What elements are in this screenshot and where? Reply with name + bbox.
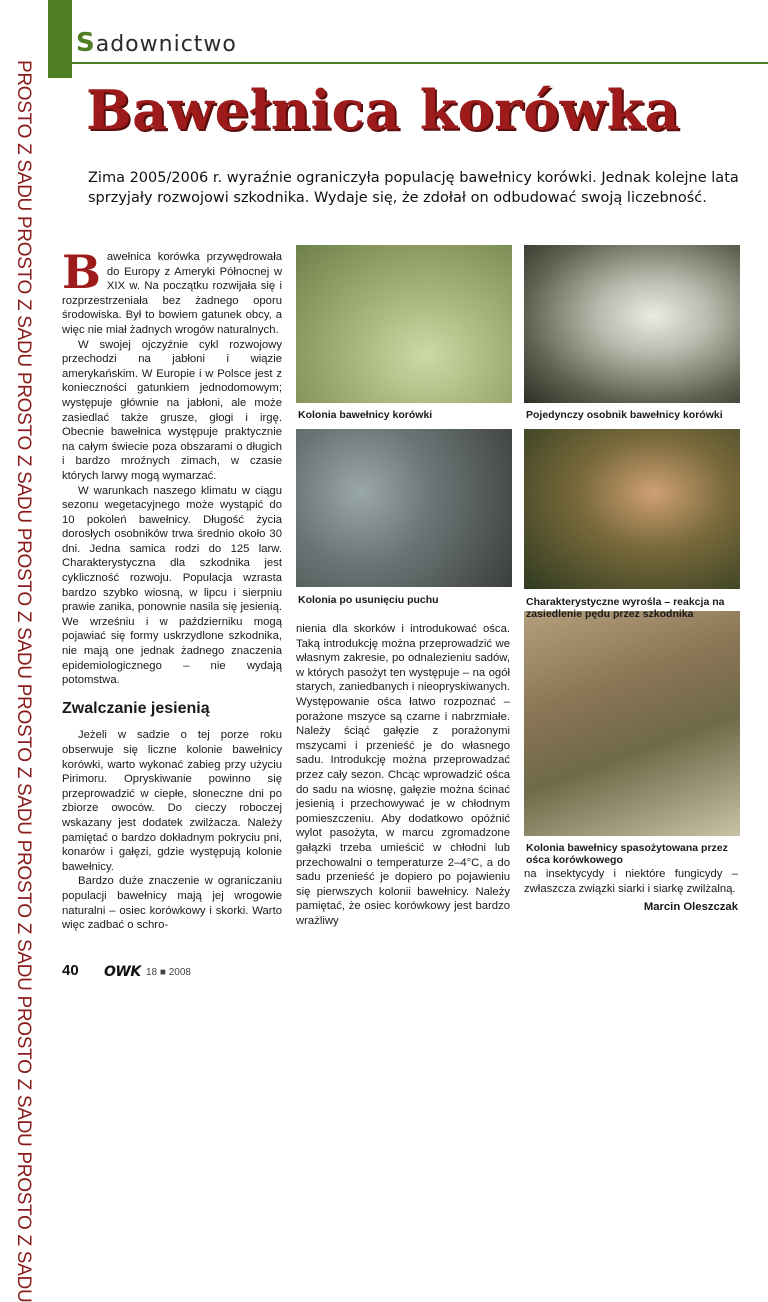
photo-parasitized-colony [524,611,740,836]
caption-colony: Kolonia bawełnicy korówki [298,409,433,421]
caption-colony-without-fluff: Kolonia po usunięciu puchu [298,594,439,606]
photo-single-aphid [524,245,740,403]
paragraph-3: W warunkach naszego klimatu w ciągu sezonu wegetacyjnego może wystąpić do 10 pokoleń bawełnicy. Długość życia dorosłych osobników trwa średnio około 30 dni. Jedna samica rodzi do 125 larw. Charakterystyczna dla szkodnika jest cykliczność rozwoju. Populacja wzrasta bardzo szybko wiosną, w lipcu i sierpniu prawie zanika, ponownie nasila się jesienią. We wrześniu i w październiku mogą pojawiać się formy uskrzydlone szkodnika, nie mają one jednak żadnego znaczenia epidemiologicznego – nie wydają potomstwa. [62,484,282,687]
drop-cap: B [62,245,101,299]
section-label-initial: S [76,28,96,58]
text-column-3 [524,867,738,915]
issue-info: 18 ■ 2008 [146,967,191,978]
caption-parasitized-colony: Kolonia bawełnicy spasożytowana przez ośca korówkowego [526,842,728,866]
section-corner-block [48,0,72,78]
paragraph-2: W swojej ojczyźnie cykl rozwojowy przechodzi na jabłoni i wiązie amerykańskim. W Europie i w Polsce jest z konieczności gatunkiem jednodomowym; występuje głównie na jabłoni, ale może zasiedlać także grusze, głogi i irgę. Obecnie bawełnica występuje praktycznie na całym świecie poza obszarami o długich i bardzo mroźnych zimach, w czasie których larwy mogą wymarzać. [62,338,282,482]
section-label-rest: adownictwo [95,32,237,57]
article-lead: Zima 2005/2006 r. wyraźnie ograniczyła populację bawełnicy korówki. Jednak kolejne lata sprzyjały rozwojowi szkodnika. Wydaje się, że zdołał on odbudować swoją liczebność. [88,170,739,206]
paragraph-4: Jeżeli w sadzie o tej porze roku obserwuje się liczne kolonie bawełnicy korówki, warto wykonać zabieg przy użyciu Pirimoru. Opryskiwanie powinno się przeprowadzić w ciepłe, słoneczne dni po zbiorze owoców. Do cieczy roboczej wskazany jest dodatek zwilżacza. Należy pamiętać o bardzo dokładnym pokryciu pni, konarów i gałęzi, gdzie występują kolonie bawełnicy. [62,729,282,873]
text-column-1 [62,245,282,933]
author-name: Marcin Oleszczak [643,901,738,914]
article-title: Bawełnica korówka [86,78,680,142]
caption-galls: Charakterystyczne wyrośla – reakcja na zasiedlenie pędu przez szkodnika [526,596,725,620]
magazine-logo: OWK [104,964,141,980]
section-heading: Zwalczanie jesienią [62,699,210,717]
section-rule [72,62,768,64]
photo-colony-without-fluff [296,429,512,587]
side-strip [0,0,48,1302]
side-strip-text: PROSTO Z SADU PROSTO Z SADU PROSTO Z SADU PROSTO Z SADU PROSTO Z SADU PROSTO Z SADU PROSTO Z SADU PROSTO Z SADU [13,60,34,1302]
paragraph-col3: na insektycydy i niektóre fungicydy – zwłaszcza związki siarki i siarkę zwilżalną. [524,868,738,895]
text-column-2 [296,622,510,928]
section-label [76,28,237,58]
paragraph-col2: nienia dla skorków i introdukować ośca. Taką introdukcję można przeprowadzić we własnym zakresie, po odnalezieniu sadów, w których pasożyt ten występuje – na ogół starych, zaniedbanych i nieopryskiwanych. Występowanie ośca łatwo rozpoznać – porażone mszyce są czarne i nabrzmiałe. Należy ściąć gałęzie z porażonymi mszycami i przenieść je do własnego sadu. Introdukcję można przeprowadzać przez cały sezon. Chcąc wprowadzić ośca do sadu na wiosnę, gałęzie można ścinać jesienią i przechowywać je w chłodnym pomieszczeniu. Aby dodatkowo opóźnić wylot pasożyta, w marcu zgromadzone gałązki trzeba umieścić w chłodni lub przechowalni o temperaturze 2–4°C, a do sadu przenieść je dopiero po pojawieniu się pierwszych kolonii bawełnicy. Należy pamiętać, że osiec korówkowy jest bardzo wrażliwy [296,623,510,927]
paragraph-5: Bardzo duże znaczenie w ograniczaniu populacji bawełnicy mają jej wrogowie naturalni – osiec korówkowy i skorki. Warto więc zadbać o schro- [62,875,282,932]
page-number: 40 [62,962,79,979]
paragraph-1: awełnica korówka przywędrowała do Europy z Ameryki Północnej w XIX w. Na początku rozwijała się i rozprzestrzeniała bez żadnego oporu środowiska. Był to bowiem gatunek obcy, a więc nie miał żadnych wrogów naturalnych. [62,251,282,336]
photo-colony [296,245,512,403]
photo-galls [524,429,740,589]
caption-single-aphid: Pojedynczy osobnik bawełnicy korówki [526,409,723,421]
